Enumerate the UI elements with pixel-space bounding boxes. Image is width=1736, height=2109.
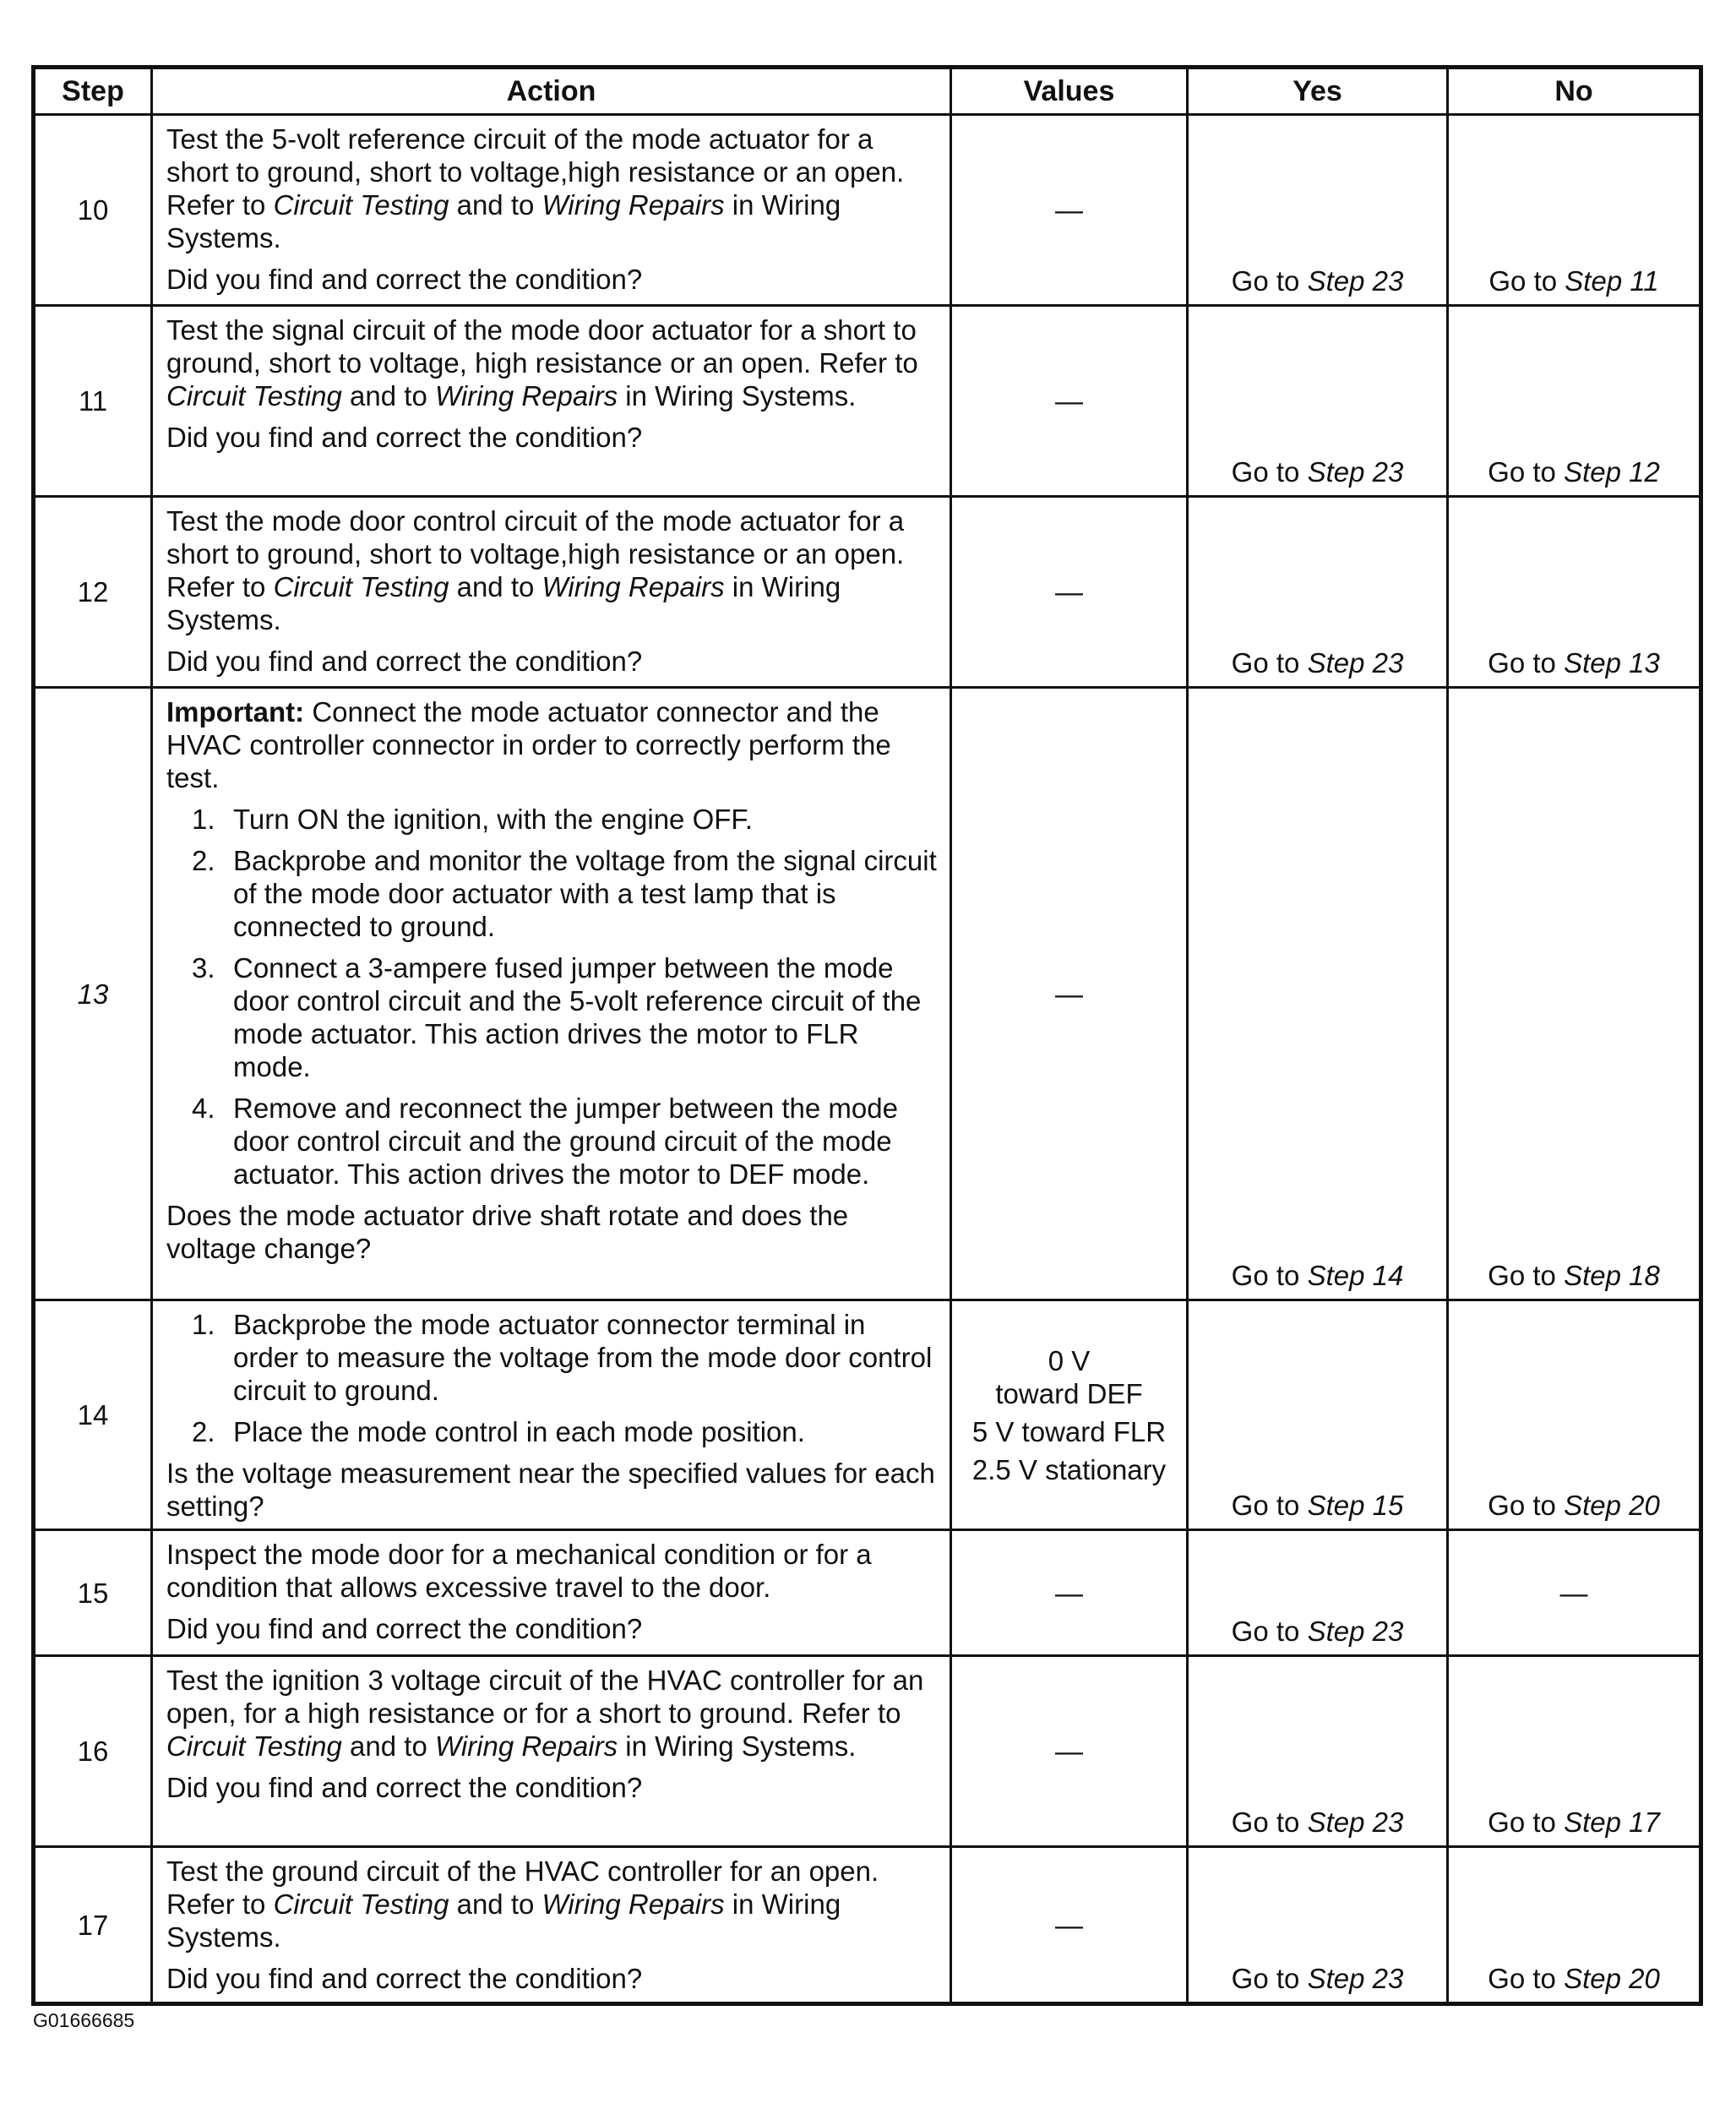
value-line: 5 V toward FLR (971, 1415, 1167, 1447)
value-line: 2.5 V stationary (971, 1453, 1167, 1485)
step-number: 17 (34, 1847, 152, 2004)
step-number: 14 (34, 1300, 152, 1530)
header-action: Action (152, 68, 951, 115)
table-row (34, 115, 1701, 306)
substep-list (166, 803, 938, 1191)
list-item: 2. Backprobe and monitor the voltage from the signal circuit of the mode door actuator with a test lamp that is connected to ground. (192, 845, 937, 942)
no-step-link[interactable]: Step 12 (1564, 456, 1660, 488)
list-item: 3. Connect a 3-ampere fused jumper between the mode door control circuit and the 5-volt reference circuit of the mode actuator. This action drives the motor to FLR mode. (192, 952, 922, 1082)
action-cell (152, 1847, 951, 2004)
values-cell: — (951, 1656, 1188, 1847)
yes-cell: Go to Step 23 (1188, 497, 1448, 688)
list-item: 1. Backprobe the mode actuator connector terminal in order to measure the voltage from the mode door control circuit to ground. (192, 1309, 933, 1406)
action-question: Did you find and correct the condition? (166, 264, 643, 295)
yes-cell: Go to Step 23 (1188, 115, 1448, 306)
value-line: toward DEF (995, 1377, 1143, 1409)
no-cell: — (1448, 1530, 1701, 1656)
no-cell: Go to Step 13 (1448, 497, 1701, 688)
yes-cell: Go to Step 23 (1188, 1656, 1448, 1847)
yes-step-link[interactable]: Step 23 (1307, 1616, 1404, 1647)
action-text: Test the signal circuit of the mode door actuator for a short to ground, short to voltage, high resistance or an open. Refer to Circuit Testing and to Wiring Repairs in Wiring Systems. (166, 314, 918, 411)
step-number: 16 (34, 1656, 152, 1847)
no-cell: Go to Step 18 (1448, 688, 1701, 1300)
values-cell: — (951, 688, 1188, 1300)
action-cell (152, 1530, 951, 1656)
table-row (34, 688, 1701, 1300)
no-step-link[interactable]: Step 17 (1564, 1807, 1660, 1838)
step-number: 11 (34, 306, 152, 497)
step-number: 13 (34, 688, 152, 1300)
header-values: Values (951, 68, 1188, 115)
table-row (34, 497, 1701, 688)
action-text: Test the ground circuit of the HVAC controller for an open. Refer to Circuit Testing and to Wiring Repairs in Wiring Systems. (166, 1856, 879, 1953)
action-question: Did you find and correct the condition? (166, 1613, 643, 1644)
step-number: 12 (34, 497, 152, 688)
important-note: Important: Connect the mode actuator connector and the HVAC controller connector in order to correctly perform the test. (166, 696, 891, 793)
yes-cell: Go to Step 14 (1188, 688, 1448, 1300)
values-cell: — (951, 1530, 1188, 1656)
action-question: Did you find and correct the condition? (166, 646, 643, 677)
no-cell: Go to Step 20 (1448, 1847, 1701, 2004)
no-step-link[interactable]: Step 18 (1564, 1260, 1660, 1291)
yes-cell: Go to Step 23 (1188, 306, 1448, 497)
no-step-link[interactable]: Step 11 (1565, 265, 1659, 297)
header-step: Step (34, 68, 152, 115)
no-cell: Go to Step 12 (1448, 306, 1701, 497)
action-question: Is the voltage measurement near the specified values for each setting? (166, 1458, 935, 1522)
action-text: Test the ignition 3 voltage circuit of the HVAC controller for an open, for a high resistance or for a short to ground. Refer to Circuit Testing and to Wiring Repairs in Wiring Systems. (166, 1665, 924, 1762)
no-cell: Go to Step 17 (1448, 1656, 1701, 1847)
table-row (34, 1300, 1701, 1530)
yes-cell: Go to Step 23 (1188, 1530, 1448, 1656)
action-cell (152, 688, 951, 1300)
action-question: Does the mode actuator drive shaft rotate and does the voltage change? (166, 1200, 849, 1264)
yes-cell: Go to Step 15 (1188, 1300, 1448, 1530)
header-yes: Yes (1188, 68, 1448, 115)
action-text: Inspect the mode door for a mechanical condition or for a condition that allows excessive travel to the door. (166, 1539, 872, 1603)
action-cell (152, 306, 951, 497)
yes-cell: Go to Step 23 (1188, 1847, 1448, 2004)
no-cell: Go to Step 20 (1448, 1300, 1701, 1530)
yes-step-link[interactable]: Step 23 (1307, 647, 1404, 678)
important-label: Important: (166, 696, 305, 728)
figure-code: G01666685 (33, 2009, 135, 2031)
action-question: Did you find and correct the condition? (166, 422, 643, 453)
header-no: No (1448, 68, 1701, 115)
values-cell: — (951, 306, 1188, 497)
action-text: Test the 5-volt reference circuit of the mode actuator for a short to ground, short to voltage,high resistance or an open. Refer to Circuit Testing and to Wiring Repairs in Wiring Systems. (166, 123, 905, 253)
action-question: Did you find and correct the condition? (166, 1963, 643, 1994)
yes-step-link[interactable]: Step 23 (1307, 1963, 1404, 1994)
list-item: 4. Remove and reconnect the jumper between the mode door control circuit and the ground circuit of the mode actuator. This action drives the motor to DEF mode. (192, 1093, 898, 1190)
action-cell (152, 497, 951, 688)
no-step-link[interactable]: Step 20 (1564, 1490, 1660, 1521)
action-cell (152, 1656, 951, 1847)
values-cell (951, 1300, 1188, 1530)
action-question: Did you find and correct the condition? (166, 1772, 643, 1803)
yes-step-link[interactable]: Step 15 (1307, 1490, 1404, 1521)
list-item: 1. Turn ON the ignition, with the engine OFF. (192, 804, 754, 835)
action-cell (152, 115, 951, 306)
yes-step-link[interactable]: Step 23 (1307, 456, 1404, 488)
table-row (34, 306, 1701, 497)
table-row (34, 1530, 1701, 1656)
yes-step-link[interactable]: Step 14 (1307, 1260, 1404, 1291)
step-number: 10 (34, 115, 152, 306)
action-text: Test the mode door control circuit of the mode actuator for a short to ground, short to voltage,high resistance or an open. Refer to Circuit Testing and to Wiring Repairs in Wiring Systems. (166, 505, 905, 635)
yes-step-link[interactable]: Step 23 (1307, 1807, 1404, 1838)
values-cell: — (951, 115, 1188, 306)
values-cell: — (951, 1847, 1188, 2004)
substep-list (166, 1308, 938, 1448)
table-row (34, 1656, 1701, 1847)
yes-step-link[interactable]: Step 23 (1307, 265, 1404, 297)
step-number: 15 (34, 1530, 152, 1656)
table-row (34, 1847, 1701, 2004)
action-cell (152, 1300, 951, 1530)
values-cell: — (951, 497, 1188, 688)
no-cell: Go to Step 11 (1448, 115, 1701, 306)
table-header-row (34, 68, 1701, 115)
no-step-link[interactable]: Step 13 (1564, 647, 1660, 678)
value-line: 0 V (1048, 1344, 1091, 1376)
no-step-link[interactable]: Step 20 (1564, 1963, 1660, 1994)
list-item: 2. Place the mode control in each mode position. (192, 1416, 805, 1447)
diagnostic-table (31, 65, 1703, 2006)
